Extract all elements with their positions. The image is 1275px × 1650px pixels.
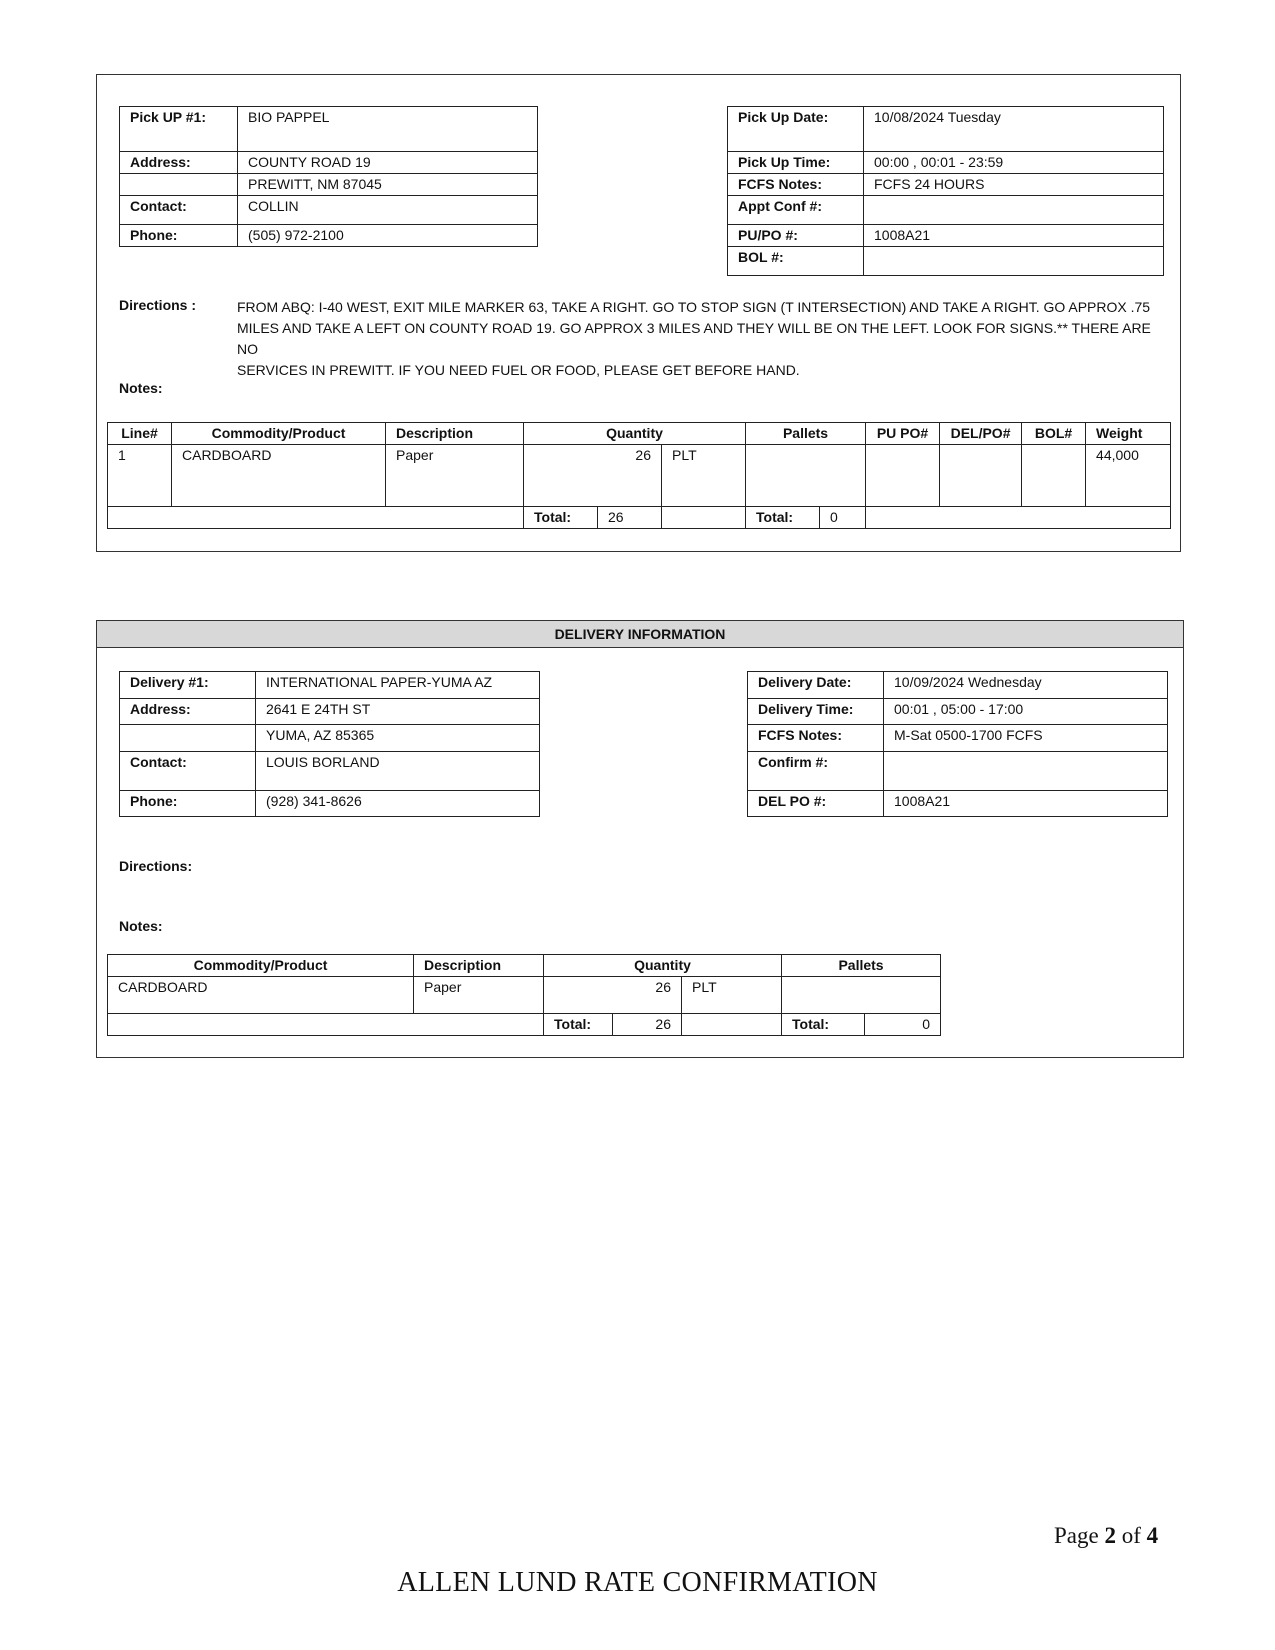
table-total-row (108, 507, 1171, 529)
field-value: YUMA, AZ 85365 (256, 725, 540, 752)
page-mid: of (1115, 1523, 1147, 1548)
delivery-name-row (120, 672, 540, 699)
table-header-row (108, 955, 941, 977)
pickup-fcfs-row (728, 174, 1164, 196)
col-header-quantity: Quantity (524, 423, 746, 445)
qty-total-value: 26 (613, 1014, 682, 1036)
field-value: 2641 E 24TH ST (256, 699, 540, 725)
field-label: Address: (120, 699, 256, 725)
col-header-bol: BOL# (1022, 423, 1086, 445)
page-total: 4 (1146, 1523, 1159, 1548)
col-header-description: Description (386, 423, 524, 445)
cell-bol (1022, 445, 1086, 507)
qty-total-label: Total: (524, 507, 598, 529)
pickup-info-table (119, 106, 538, 247)
delivery-address-row (120, 699, 540, 725)
pickup-time-row (728, 152, 1164, 174)
directions-line: FROM ABQ: I-40 WEST, EXIT MILE MARKER 63, TAKE A RIGHT. GO TO STOP SIGN (T INTERSECTION) AND TAKE A RIGHT. GO APPROX .75 (237, 299, 1151, 315)
field-label: FCFS Notes: (728, 174, 864, 196)
cell-commodity: CARDBOARD (172, 445, 386, 507)
field-label (120, 725, 256, 752)
delivery-contact-row (120, 752, 540, 791)
field-label: Address: (120, 152, 238, 174)
field-value: (505) 972-2100 (238, 225, 538, 247)
col-header-line: Line# (108, 423, 172, 445)
cell-weight: 44,000 (1086, 445, 1171, 507)
delivery-info-table (119, 671, 540, 817)
pallets-total-label: Total: (746, 507, 820, 529)
pickup-appt-row (728, 196, 1164, 225)
delivery-confirm-row (748, 752, 1168, 791)
cell-empty (682, 1014, 782, 1036)
col-header-del-po: DEL/PO# (940, 423, 1022, 445)
field-label: Confirm #: (748, 752, 884, 791)
delivery-fcfs-row (748, 725, 1168, 752)
field-value (884, 752, 1168, 791)
cell-empty (108, 1014, 544, 1036)
table-total-row (108, 1014, 941, 1036)
field-label: FCFS Notes: (748, 725, 884, 752)
field-value: 00:01 , 05:00 - 17:00 (884, 699, 1168, 725)
table-header-row (108, 423, 1171, 445)
pickup-schedule-table (727, 106, 1164, 276)
pickup-bol-row (728, 247, 1164, 276)
delivery-schedule-table (747, 671, 1168, 817)
cell-quantity: 26 (544, 977, 682, 1014)
cell-description: Paper (414, 977, 544, 1014)
page-current: 2 (1104, 1523, 1116, 1548)
field-label: Pick UP #1: (120, 107, 238, 152)
directions-line: SERVICES IN PREWITT. IF YOU NEED FUEL OR FOOD, PLEASE GET BEFORE HAND. (237, 362, 800, 378)
cell-unit: PLT (682, 977, 782, 1014)
cell-pallets (782, 977, 941, 1014)
field-label: Contact: (120, 752, 256, 791)
pickup-commodity-table (107, 422, 1171, 529)
field-label: BOL #: (728, 247, 864, 276)
pickup-date-row (728, 107, 1164, 152)
cell-del-po (940, 445, 1022, 507)
cell-empty (866, 507, 1171, 529)
field-label: Delivery Date: (748, 672, 884, 699)
field-value: 00:00 , 00:01 - 23:59 (864, 152, 1164, 174)
qty-total-label: Total: (544, 1014, 613, 1036)
directions-line: MILES AND TAKE A LEFT ON COUNTY ROAD 19. GO APPROX 3 MILES AND THEY WILL BE ON THE LEFT. LOOK FOR SIGNS.** THERE ARE NO (237, 320, 1151, 357)
pickup-name-row (120, 107, 538, 152)
field-label: DEL PO #: (748, 791, 884, 817)
pickup-notes-label: Notes: (119, 380, 163, 396)
pickup-po-row (728, 225, 1164, 247)
field-value: BIO PAPPEL (238, 107, 538, 152)
page-number (1054, 1523, 1158, 1549)
delivery-date-row (748, 672, 1168, 699)
cell-pallets (746, 445, 866, 507)
pickup-contact-row (120, 196, 538, 225)
field-label: Contact: (120, 196, 238, 225)
col-header-weight: Weight (1086, 423, 1171, 445)
field-value: COLLIN (238, 196, 538, 225)
field-value: COUNTY ROAD 19 (238, 152, 538, 174)
table-row (108, 445, 1171, 507)
field-value (864, 196, 1164, 225)
field-value: 1008A21 (864, 225, 1164, 247)
delivery-time-row (748, 699, 1168, 725)
col-header-commodity: Commodity/Product (108, 955, 414, 977)
pallets-total-value: 0 (820, 507, 866, 529)
pallets-total-label: Total: (782, 1014, 865, 1036)
field-label: Pick Up Time: (728, 152, 864, 174)
delivery-section-header: DELIVERY INFORMATION (97, 621, 1183, 648)
pickup-directions-text (237, 297, 1167, 381)
field-label: Delivery #1: (120, 672, 256, 699)
delivery-notes-label: Notes: (119, 918, 163, 934)
cell-quantity: 26 (524, 445, 662, 507)
field-value: (928) 341-8626 (256, 791, 540, 817)
delivery-directions-label: Directions: (119, 858, 193, 874)
cell-empty (662, 507, 746, 529)
pallets-total-value: 0 (865, 1014, 941, 1036)
delivery-commodity-table (107, 954, 941, 1036)
field-value: 10/09/2024 Wednesday (884, 672, 1168, 699)
field-value (864, 247, 1164, 276)
field-label: Phone: (120, 225, 238, 247)
cell-line: 1 (108, 445, 172, 507)
table-row (108, 977, 941, 1014)
pickup-phone-row (120, 225, 538, 247)
field-value: 10/08/2024 Tuesday (864, 107, 1164, 152)
field-value: INTERNATIONAL PAPER-YUMA AZ (256, 672, 540, 699)
col-header-pu-po: PU PO# (866, 423, 940, 445)
field-label: Phone: (120, 791, 256, 817)
delivery-phone-row (120, 791, 540, 817)
col-header-quantity: Quantity (544, 955, 782, 977)
col-header-description: Description (414, 955, 544, 977)
page-prefix: Page (1054, 1523, 1105, 1548)
field-label: Delivery Time: (748, 699, 884, 725)
field-value: PREWITT, NM 87045 (238, 174, 538, 196)
document-title: ALLEN LUND RATE CONFIRMATION (397, 1567, 878, 1598)
delivery-po-row (748, 791, 1168, 817)
field-label (120, 174, 238, 196)
col-header-commodity: Commodity/Product (172, 423, 386, 445)
field-value: LOUIS BORLAND (256, 752, 540, 791)
cell-unit: PLT (662, 445, 746, 507)
pickup-panel (96, 74, 1181, 552)
field-value: 1008A21 (884, 791, 1168, 817)
delivery-city-row (120, 725, 540, 752)
qty-total-value: 26 (598, 507, 662, 529)
cell-commodity: CARDBOARD (108, 977, 414, 1014)
pickup-city-row (120, 174, 538, 196)
field-label: Appt Conf #: (728, 196, 864, 225)
pickup-address-row (120, 152, 538, 174)
cell-empty (108, 507, 524, 529)
col-header-pallets: Pallets (782, 955, 941, 977)
field-label: PU/PO #: (728, 225, 864, 247)
col-header-pallets: Pallets (746, 423, 866, 445)
cell-description: Paper (386, 445, 524, 507)
delivery-panel (96, 620, 1184, 1058)
cell-pu-po (866, 445, 940, 507)
pickup-directions-label: Directions : (119, 297, 197, 313)
field-label: Pick Up Date: (728, 107, 864, 152)
field-value: FCFS 24 HOURS (864, 174, 1164, 196)
field-value: M-Sat 0500-1700 FCFS (884, 725, 1168, 752)
